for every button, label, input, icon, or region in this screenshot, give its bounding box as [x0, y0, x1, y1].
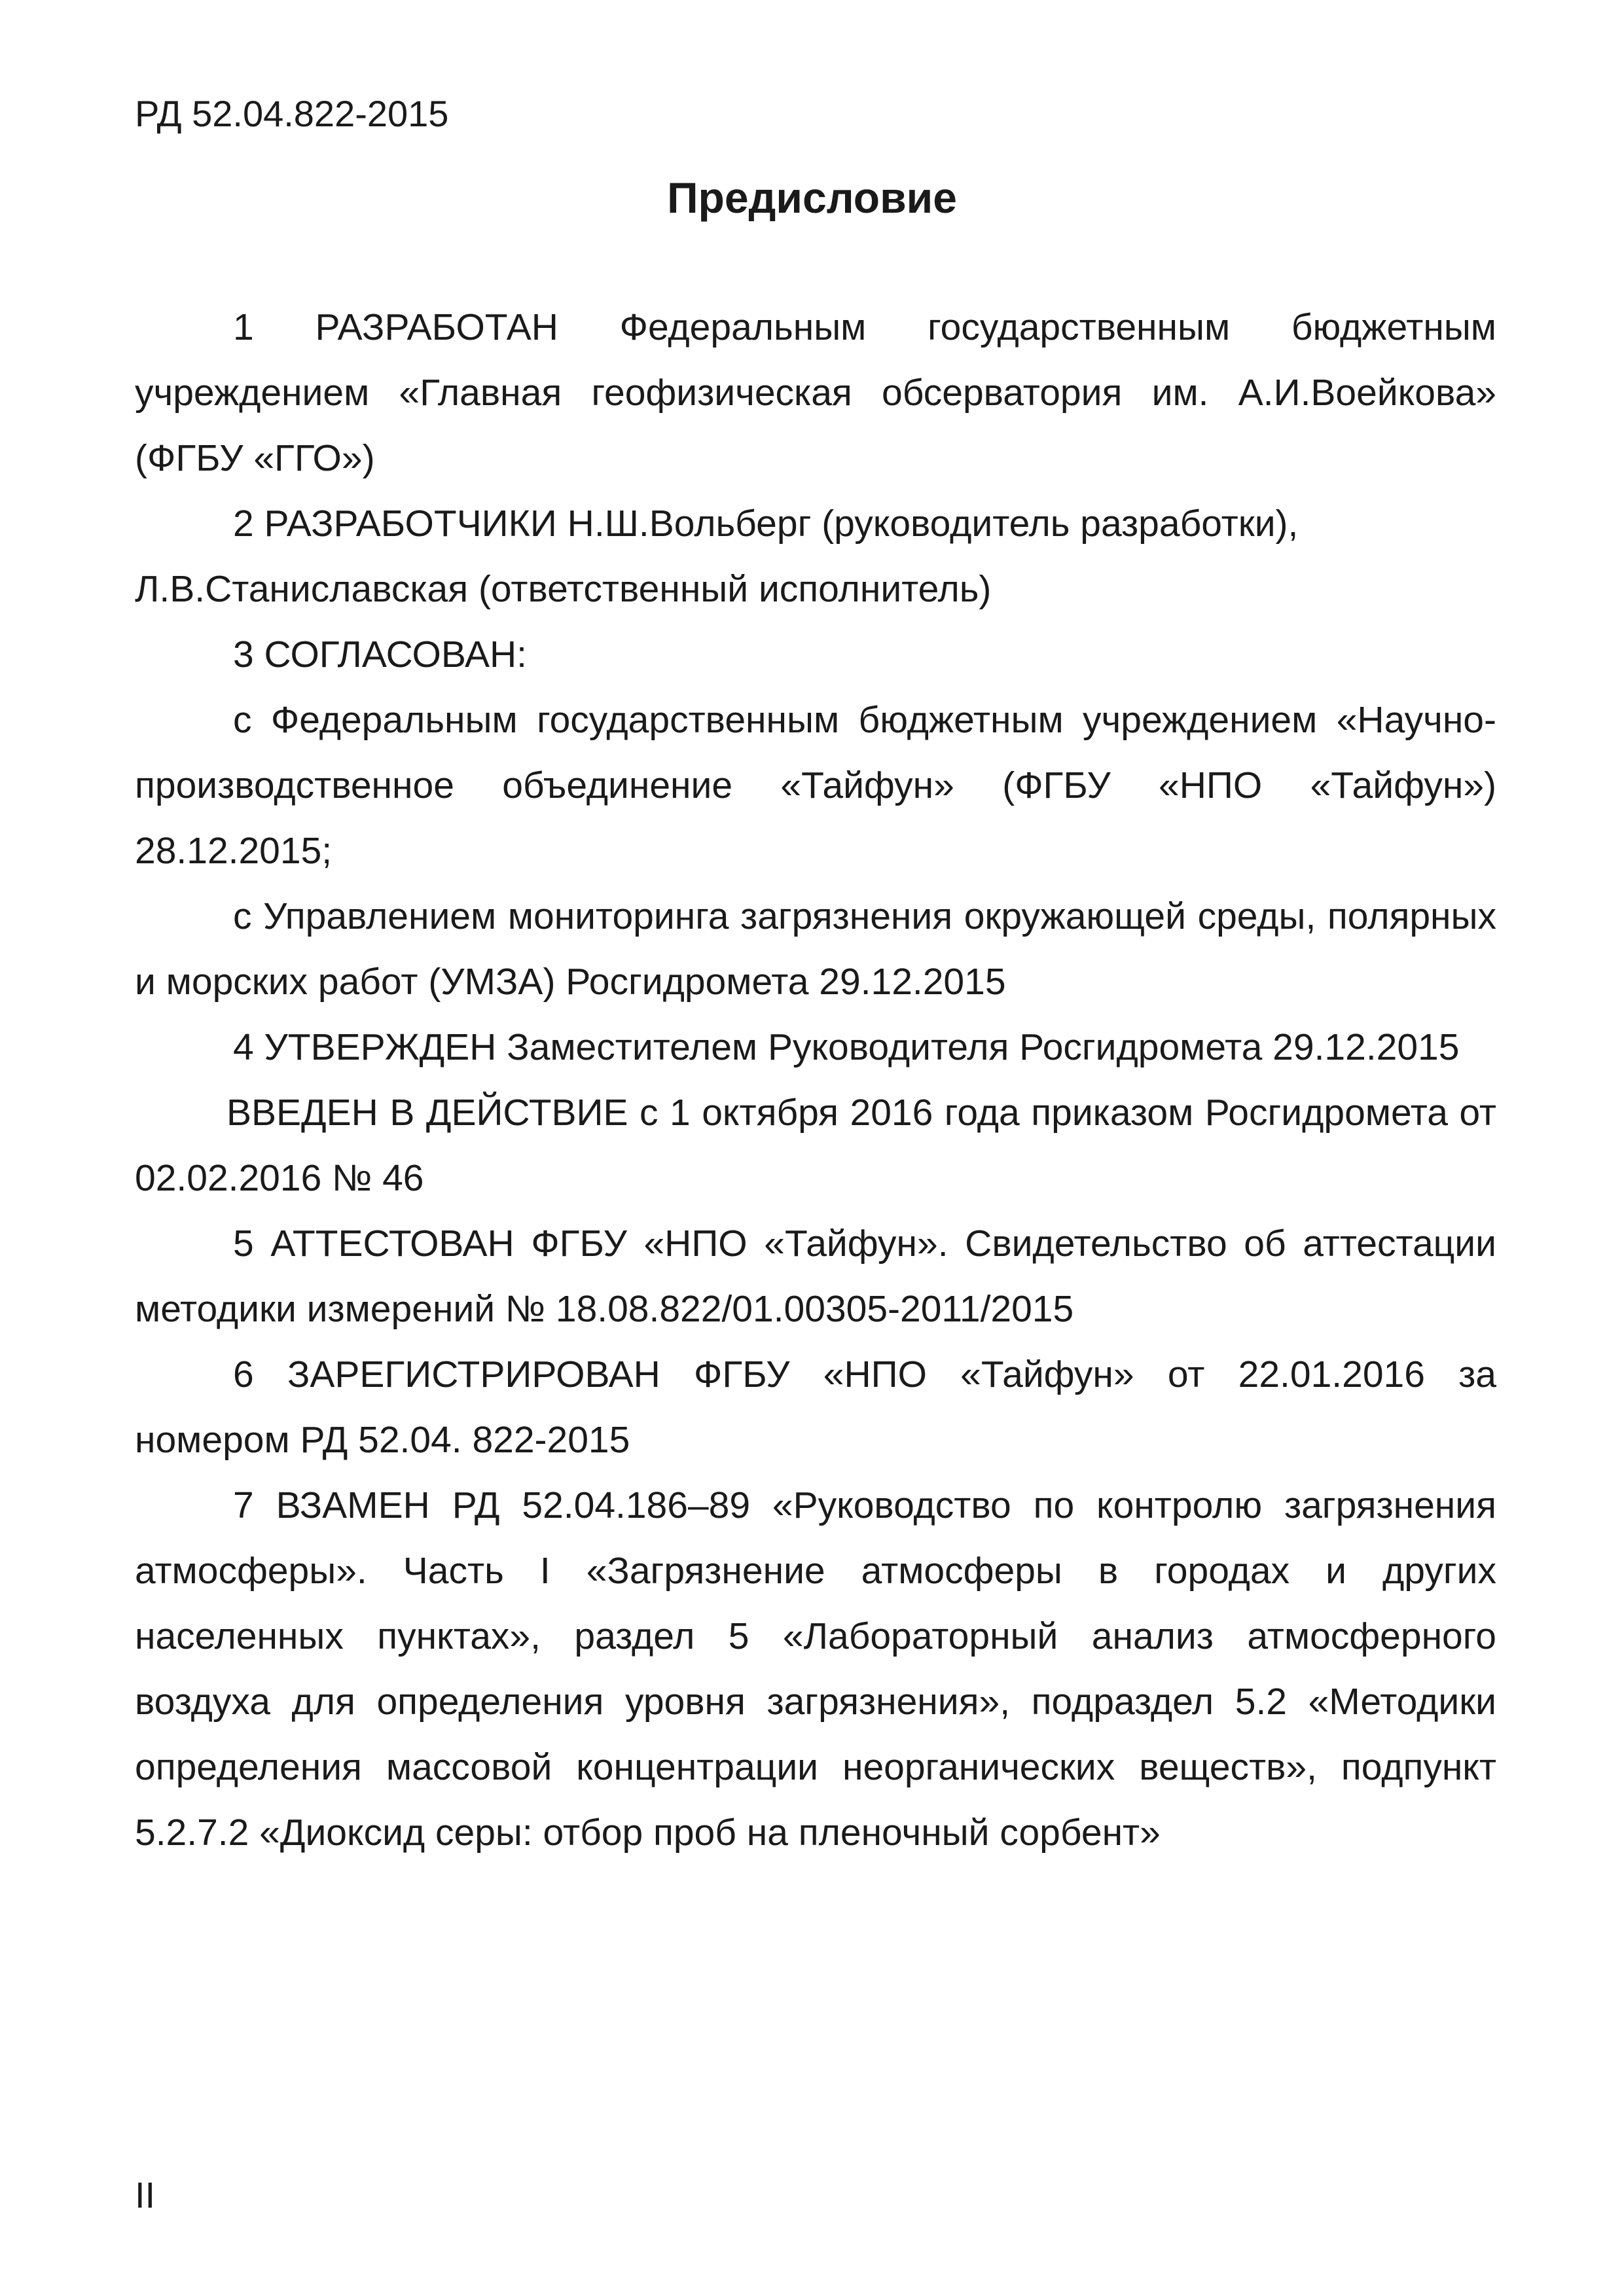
paragraph-registered: 6 ЗАРЕГИСТРИРОВАН ФГБУ «НПО «Тайфун» от 22.01.2016 за номером РД 52.04. 822-2015 — [135, 1354, 1496, 1461]
paragraph-approved: 4 УТВЕРЖДЕН Заместителем Руководителя Росгидромета 29.12.2015 — [233, 1026, 1460, 1068]
paragraph-developers: 2 РАЗРАБОТЧИКИ Н.Ш.Вольберг (руководитель разработки), — [233, 503, 1299, 545]
paragraph-agreed: 3 СОГЛАСОВАН: — [233, 634, 528, 675]
paragraph-certified: 5 АТТЕСТОВАН ФГБУ «НПО «Тайфун». Свидетельство об аттестации методики измерений № 18.08.822/01.00305-2011/2015 — [135, 1223, 1496, 1330]
page-title: Предисловие — [667, 173, 957, 222]
paragraph-agreed-typhoon: с Федеральным государственным бюджетным учреждением «Научно-производственное объединение «Тайфун» (ФГБУ «НПО «Тайфун») 28.12.2015; — [135, 699, 1496, 872]
paragraph-replaces: 7 ВЗАМЕН РД 52.04.186–89 «Руководство по контролю загрязнения атмосферы». Часть I «Загрязнение атмосферы в городах и других населенных пунктах», раздел 5 «Лабораторный анализ атмосферного воздуха для определения уровня загрязнения», подраздел 5.2 «Методики определения массовой концентрации неорганических веществ», подпункт 5.2.7.2 «Диоксид серы: отбор проб на пленочный сорбент» — [135, 1484, 1496, 1854]
paragraph-agreed-umza: с Управлением мониторинга загрязнения окружающей среды, полярных и морских работ (УМЗА) Росгидромета 29.12.2015 — [135, 895, 1496, 1003]
preface-body — [135, 295, 1496, 1865]
page-number: II — [135, 2174, 156, 2215]
paragraph-developed-by: 1 РАЗРАБОТАН Федеральным государственным бюджетным учреждением «Главная геофизическая обсерватория им. А.И.Воейкова» (ФГБУ «ГГО») — [135, 306, 1496, 479]
paragraph-enacted: ВВЕДЕН В ДЕЙСТВИЕ с 1 октября 2016 года приказом Росгидромета от 02.02.2016 № 46 — [135, 1092, 1496, 1199]
paragraph-developers-cont: Л.В.Станиславская (ответственный исполнитель) — [135, 568, 992, 610]
document-code: РД 52.04.822-2015 — [135, 93, 449, 134]
